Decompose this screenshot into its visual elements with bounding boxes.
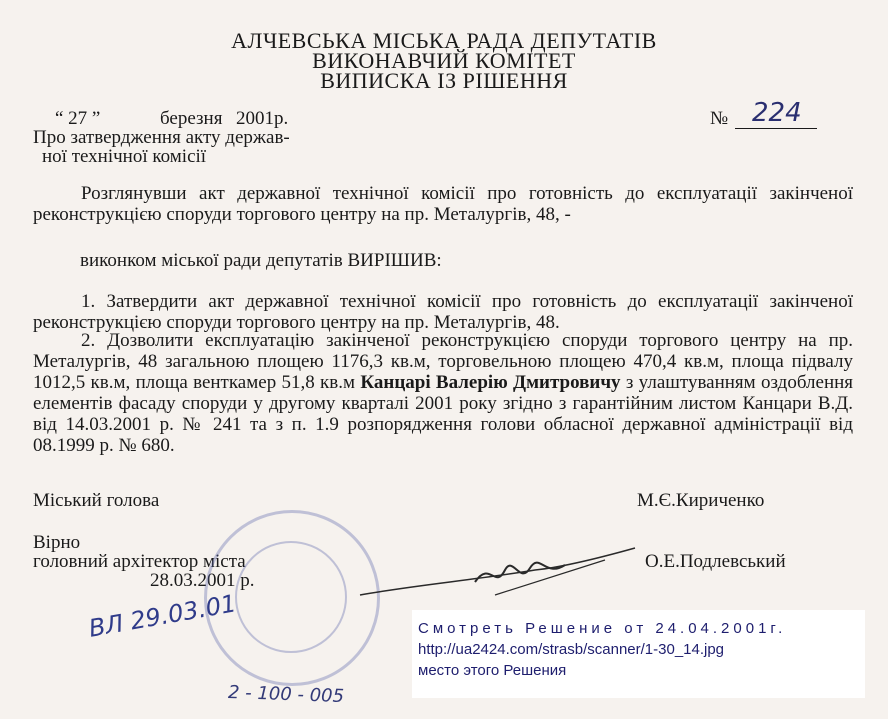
notice-box xyxy=(412,610,865,698)
item-2 xyxy=(33,330,853,456)
signature-scribble xyxy=(355,540,655,610)
item-2-name: Канцарі Валерію Дмитровичу xyxy=(360,372,621,393)
item-2-text-a: 2. Дозволити експлуатацію закінченої реконструкцією споруди торгового центру на пр. Металургів, 48 загальною площею 1176,3 кв.м, торговельною площею 470,4 кв.м, площа підвалу 1012,5 кв.м, площа венткамер 51,8 кв.м xyxy=(33,330,853,393)
date-month: березня xyxy=(160,108,223,129)
verified-label: Вірно xyxy=(33,532,81,553)
stamp-inner-ring xyxy=(235,541,347,653)
header-extract: ВИПИСКА ІЗ РІШЕННЯ xyxy=(320,68,568,93)
architect-name: О.Е.Подлевський xyxy=(645,551,786,572)
number-label: № xyxy=(710,108,729,129)
architect-title: головний архітектор міста xyxy=(33,551,246,572)
architect-date: 28.03.2001 р. xyxy=(150,570,255,591)
number-value: 224 xyxy=(752,98,802,128)
subject-line-1: Про затвердження акту держав- xyxy=(33,127,290,148)
subject-line-2: ної технічної комісії xyxy=(42,146,207,167)
notice-line-3: место этого Решения xyxy=(418,662,567,679)
header-committee: ВИКОНАВЧИЙ КОМІТЕТ xyxy=(312,48,576,73)
header-council: АЛЧЕВСЬКА МІСЬКА РАДА ДЕПУТАТІВ xyxy=(231,28,657,53)
notice-link[interactable]: http://ua2424.com/strasb/scanner/1-30_14.jpg xyxy=(418,641,725,658)
notice-line-1: Смотреть Решение от 24.04.2001г. xyxy=(418,620,787,637)
number-underline xyxy=(735,128,817,129)
handwritten-note-date: ВЛ 29.03.01 xyxy=(86,589,239,643)
item-2-text-b: з улаштуванням оздоблення елементів фасаду споруди у другому кварталі 2001 року згідно з гарантійним листом Канцари В.Д. від 14.03.2001 р. № 241 та з п. 1.9 розпорядження голови обласної державної адміністрації від 08.1999 р. № 680. xyxy=(33,372,854,456)
mayor-name: М.Є.Кириченко xyxy=(637,490,765,511)
mayor-title: Міський голова xyxy=(33,490,160,511)
intro-paragraph: Розглянувши акт державної технічної комісії про готовність до експлуатації закінченої реконструкцією споруди торгового центру на пр. Металургів, 48, - xyxy=(33,183,853,225)
decision-line: виконком міської ради депутатів ВИРІШИВ: xyxy=(80,250,442,271)
date-year: 2001р. xyxy=(236,108,289,129)
handwritten-ref: 2 - 100 - 005 xyxy=(227,681,345,708)
date-day: “ 27 ” xyxy=(55,108,101,129)
item-1: 1. Затвердити акт державної технічної комісії про готовність до експлуатації закінченої реконструкцією споруди торгового центру на пр. Металургів, 48. xyxy=(33,291,853,333)
